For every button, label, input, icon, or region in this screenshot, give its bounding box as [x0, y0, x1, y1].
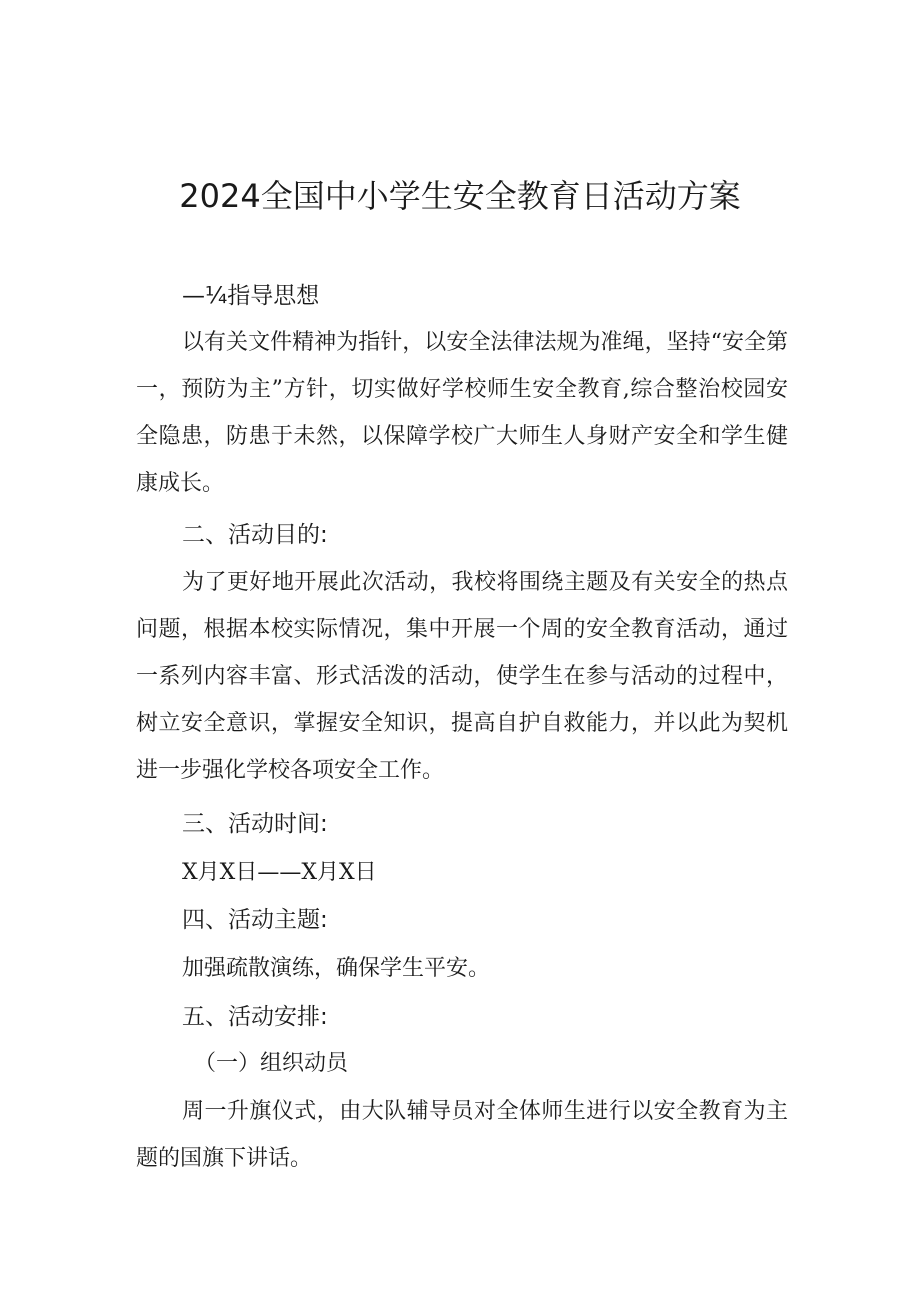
subheading-organize-mobilize: （一）组织动员	[194, 1051, 349, 1076]
section-heading-activity-time: 三、活动时间:	[182, 811, 328, 837]
document-title: 2024全国中小学生安全教育日活动方案	[179, 177, 741, 215]
section-heading-activity-arrangement: 五、活动安排:	[182, 1004, 328, 1030]
paragraph-activity-purpose: 为了更好地开展此次活动，我校将围绕主题及有关安全的热点问题，根据本校实际情况，集中开展一个周的安全教育活动，通过一系列内容丰富、形式活泼的活动，使学生在参与活动的过程中，树立安全意识，掌握安全知识，提高自护自救能力，并以此为契机进一步强化学校各项安全工作。	[136, 570, 788, 783]
activity-theme-value: 加强疏散演练，确保学生平安。	[182, 956, 491, 981]
paragraph-guiding-thought: 以有关文件精神为指针，以安全法律法规为准绳，坚持“安全第一，预防为主”方针，切实做好学校师生安全教育,综合整治校园安全隐患，防患于未然，以保障学校广大师生人身财产安全和学生健康成长。	[136, 330, 788, 496]
activity-time-value: X月X日——X月X日	[182, 860, 377, 885]
section-heading-guiding-thought: —¼指导思想	[182, 283, 320, 309]
section-heading-activity-theme: 四、活动主题:	[182, 907, 328, 933]
paragraph-organize-mobilize: 周一升旗仪式，由大队辅导员对全体师生进行以安全教育为主题的国旗下讲话。	[136, 1099, 788, 1171]
section-heading-activity-purpose: 二、活动目的:	[182, 522, 328, 548]
